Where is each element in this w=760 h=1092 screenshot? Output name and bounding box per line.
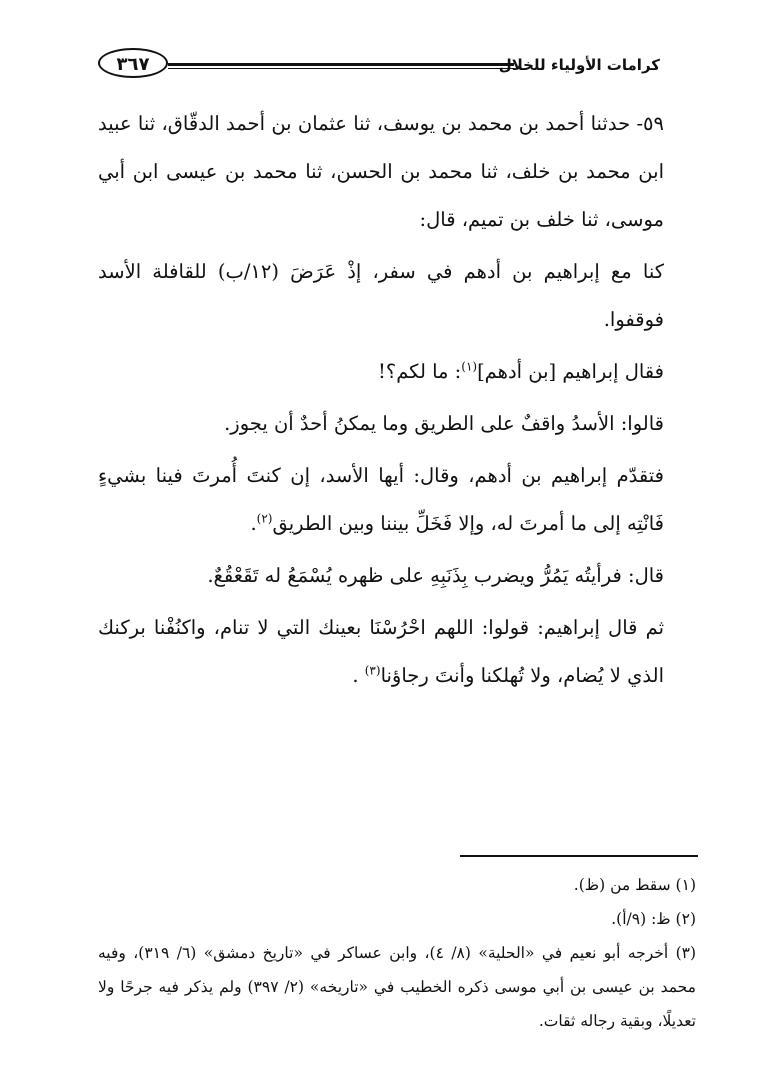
footnote-separator: [460, 855, 698, 857]
footnote-ref-3: (٣): [364, 663, 381, 678]
paragraph-2: [98, 348, 664, 396]
footnote-3: (٣) أخرجه أبو نعيم في «الحلية» (٨/ ٤)، وابن عساكر في «تاريخ دمشق» (٦/ ٣١٩)، وفيه محمد بن عيسى بن أبي موسى ذكره الخطيب في «تاريخه» (٢/ ٣٩٧) ولم يذكر فيه جرحًا ولا تعديلًا، وبقية رجاله ثقات.: [98, 944, 697, 1030]
paragraph-2-tail: : ما لكم؟!: [378, 360, 462, 383]
isnad-paragraph: ٥٩- حدثنا أحمد بن محمد بن يوسف، ثنا عثمان بن أحمد الدقّاق، ثنا عبيد ابن محمد بن خلف، ثنا محمد بن الحسن، ثنا محمد بن عيسى ابن أبي موسى، ثنا خلف بن تميم، قال:: [98, 112, 664, 231]
footnote-ref-1: (١): [461, 359, 478, 374]
running-header: [98, 46, 660, 86]
paragraph-6-text: ثم قال إبراهيم: قولوا: اللهم احْرُسْنَا بعينك التي لا تنام، واكنُفْنا بركنك الذي لا يُضام، ولا تُهلكنا وأنتَ رجاؤنا: [98, 616, 664, 687]
page-number: ٣٦٧: [98, 48, 168, 78]
paragraph-5: قال: فرأيتُه يَمُرُّ ويضرب بِذَنَبِهِ على ظهره يُسْمَعُ له تَقَعْقُعٌ.: [207, 564, 664, 587]
paragraph-4: [98, 452, 664, 548]
paragraph-6-tail: .: [352, 664, 365, 687]
paragraph-6: [98, 604, 664, 700]
footnote-ref-2: (٢): [256, 511, 273, 526]
paragraph-3: قالوا: الأسدُ واقفٌ على الطريق وما يمكنُ أحدٌ أن يجوز.: [224, 412, 664, 435]
paragraph-4-text: فتقدّم إبراهيم بن أدهم، وقال: أيها الأسد، إن كنتَ أُمرتَ فينا بشيءٍ فَانْتِه إلى ما أمرتَ له، وإلا فَخَلِّ بيننا وبين الطريق: [98, 464, 664, 535]
paragraph-1: كنا مع إبراهيم بن أدهم في سفر، إذْ عَرَضَ (١٢/ب) للقافلة الأسد فوقفوا.: [98, 260, 665, 331]
header-rule: [168, 63, 514, 69]
footnote-2: (٢) ظ: (٩/أ).: [611, 910, 696, 928]
main-text: [98, 100, 664, 704]
book-title: كرامات الأولياء للخلال: [498, 56, 660, 74]
footnote-1: (١) سقط من (ظ).: [573, 876, 696, 894]
footnotes: [98, 868, 696, 1038]
paragraph-4-tail: .: [250, 512, 257, 535]
paragraph-2-text: فقال إبراهيم [بن أدهم]: [477, 360, 664, 383]
